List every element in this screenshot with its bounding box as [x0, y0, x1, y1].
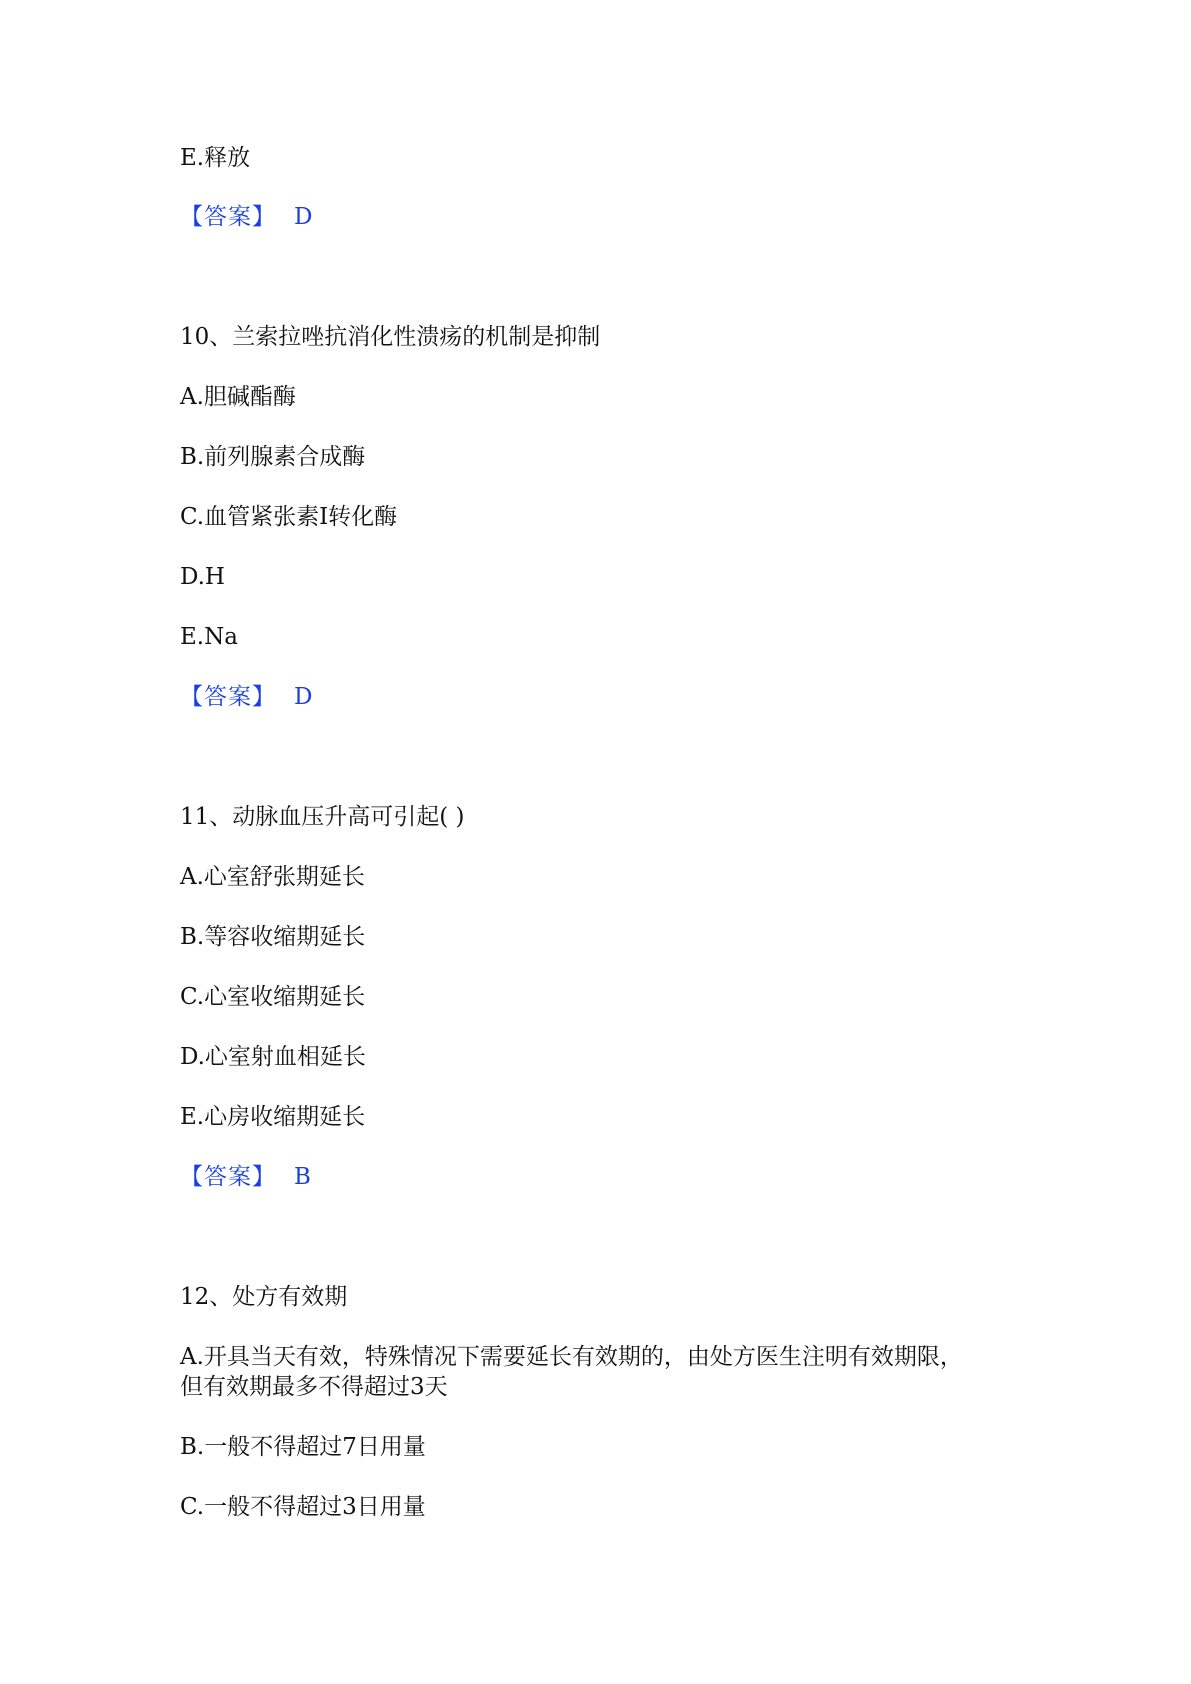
- question-12-option-c: C.一般不得超过3日用量: [180, 1494, 426, 1520]
- question-10-title: 10、兰索拉唑抗消化性溃疡的机制是抑制: [180, 324, 601, 350]
- question-12-option-a-continued: 但有效期最多不得超过3天: [180, 1374, 448, 1400]
- question-10-option-b: B.前列腺素合成酶: [180, 444, 366, 470]
- answer-value: B: [294, 1164, 311, 1190]
- question-10-option-d: D.H: [180, 564, 225, 590]
- answer-value: D: [294, 204, 313, 230]
- question-10-answer: [180, 682, 312, 712]
- question-11-option-b: B.等容收缩期延长: [180, 924, 366, 950]
- question-12-title: 12、处方有效期: [180, 1284, 348, 1310]
- question-11-option-e: E.心房收缩期延长: [180, 1104, 366, 1130]
- question-10-option-c: C.血管紧张素Ⅰ转化酶: [180, 504, 398, 530]
- answer-label: 【答案】: [180, 1164, 276, 1190]
- question-10-option-a: A.胆碱酯酶: [180, 384, 296, 410]
- question-11-option-c: C.心室收缩期延长: [180, 984, 366, 1010]
- question-11-option-a: A.心室舒张期延长: [180, 864, 365, 890]
- prev-answer: [180, 202, 312, 232]
- question-12-option-a: A.开具当天有效，特殊情况下需要延长有效期的，由处方医生注明有效期限，: [180, 1344, 963, 1370]
- prev-option-e: E.释放: [180, 145, 251, 171]
- answer-label: 【答案】: [180, 684, 276, 710]
- answer-value: D: [294, 684, 313, 710]
- question-12-option-b: B.一般不得超过7日用量: [180, 1434, 426, 1460]
- question-10-option-e: E.Na: [180, 624, 238, 650]
- answer-label: 【答案】: [180, 204, 276, 230]
- question-11-title: 11、动脉血压升高可引起( ): [180, 804, 465, 830]
- question-11-option-d: D.心室射血相延长: [180, 1044, 366, 1070]
- question-11-answer: [180, 1162, 311, 1192]
